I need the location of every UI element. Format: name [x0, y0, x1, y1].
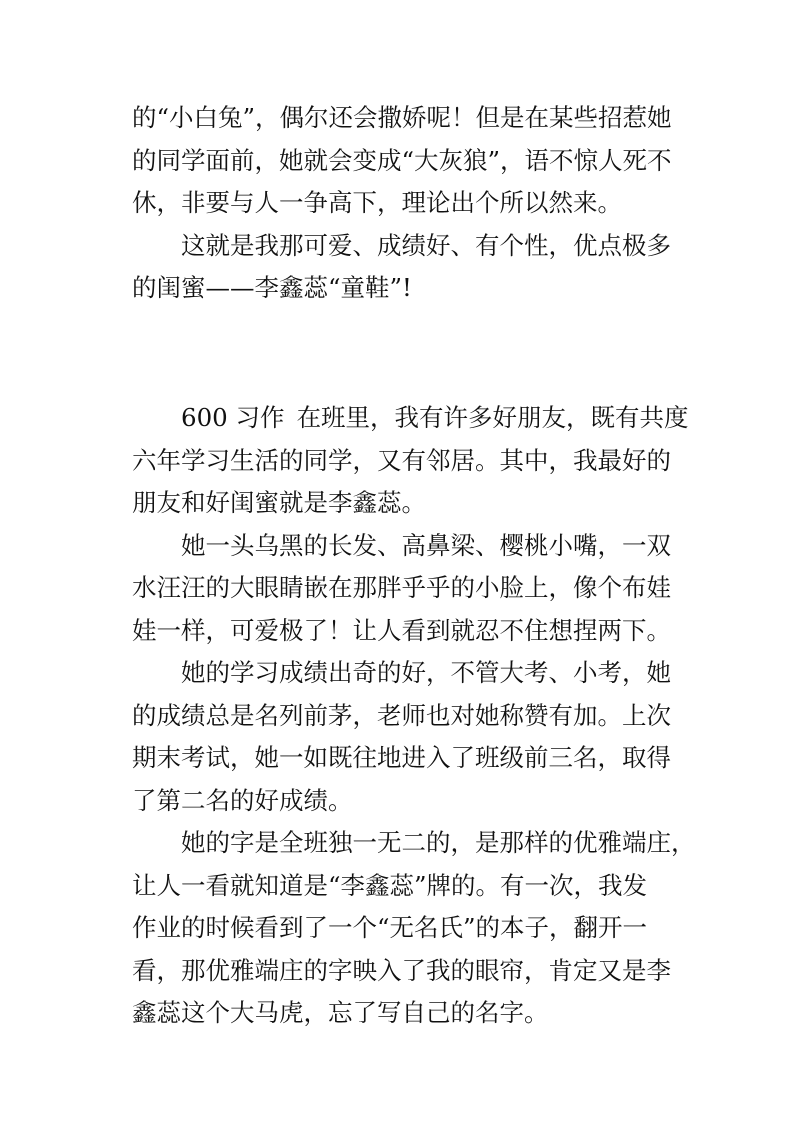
text-line: 让人一看就知道是“李鑫蕊”牌的。有一次，我发: [132, 870, 648, 900]
text-line: 的成绩总是名列前茅，老师也对她称赞有加。上次: [132, 700, 671, 730]
text-line: 她一头乌黑的长发、高鼻梁、樱桃小嘴，一双: [181, 530, 671, 560]
text-line: 朋友和好闺蜜就是李鑫蕊。: [132, 488, 426, 517]
text-segment: 在班里，我有许多好朋友，既有共度: [296, 403, 689, 432]
text-line: 的“小白兔”，偶尔还会撒娇呢！但是在某些招惹她: [132, 103, 672, 132]
text-line: 了第二名的好成绩。: [132, 785, 353, 815]
text-line: 六年学习生活的同学，又有邻居。其中，我最好的: [132, 445, 671, 475]
text-line: 的同学面前，她就会变成“大灰狼”，语不惊人死不: [132, 145, 672, 175]
text-line: 作业的时候看到了一个“无名氏”的本子，翻开一: [132, 913, 648, 942]
text-line: 休，非要与人一争高下，理论出个所以然来。: [132, 188, 622, 217]
essay-label: 600 习作: [181, 403, 285, 432]
essay-paragraph-intro: [132, 397, 689, 525]
text-line: 这就是我那可爱、成绩好、有个性，优点极多: [181, 230, 671, 260]
text-line: 她的学习成绩出奇的好，不管大考、小考，她: [181, 658, 671, 687]
text-line: 的闺蜜——李鑫蕊“童鞋”!: [132, 273, 412, 302]
text-line: 娃一样，可爱极了！让人看到就忍不住想捏两下。: [132, 615, 671, 645]
text-line: 期末考试，她一如既往地进入了班级前三名，取得: [132, 743, 671, 772]
text-line: [132, 397, 689, 440]
text-line: 看，那优雅端庄的字映入了我的眼帘，肯定又是李: [132, 955, 671, 985]
paragraph-continuation: [132, 97, 672, 225]
paragraph-closing: [132, 225, 672, 310]
essay-paragraph-handwriting: [132, 822, 696, 1035]
text-line: 她的字是全班独一无二的，是那样的优雅端庄，: [181, 828, 696, 857]
text-line: 鑫蕊这个大马虎，忘了写自己的名字。: [132, 998, 549, 1027]
essay-paragraph-appearance: [132, 525, 672, 653]
text-line: 水汪汪的大眼睛嵌在那胖乎乎的小脸上，像个布娃: [132, 573, 671, 602]
essay-paragraph-grades: [132, 652, 672, 822]
